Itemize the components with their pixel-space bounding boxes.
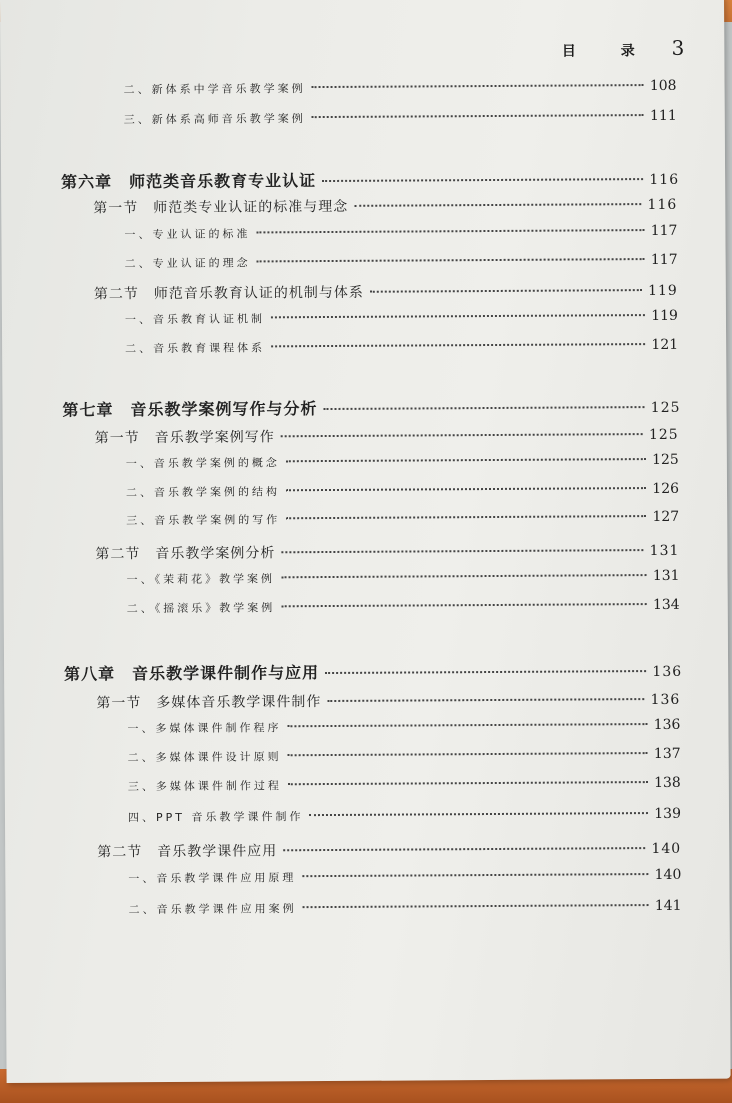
toc-page-number: 138 bbox=[654, 774, 681, 792]
toc-entry-title: 四、PPT 音乐教学课件制作 bbox=[127, 810, 304, 825]
toc-page-number: 127 bbox=[652, 508, 680, 526]
toc-item-row bbox=[128, 746, 681, 765]
dot-leader bbox=[287, 723, 647, 727]
toc-page-number: 116 bbox=[647, 196, 678, 214]
toc-section-row bbox=[95, 540, 679, 564]
toc-entry-title: 二、新体系中学音乐教学案例 bbox=[123, 82, 306, 97]
toc-section-row bbox=[97, 838, 681, 862]
dot-leader bbox=[325, 670, 646, 674]
dot-leader bbox=[303, 904, 649, 908]
toc-item-row bbox=[124, 223, 677, 242]
toc-chapter-row bbox=[64, 658, 682, 685]
toc-item-row bbox=[123, 78, 676, 97]
toc-item-row bbox=[125, 308, 678, 327]
toc-page-number: 136 bbox=[652, 663, 683, 681]
toc-page-number: 111 bbox=[649, 107, 677, 125]
header-title: 目 录 bbox=[561, 43, 655, 60]
toc-entry-title: 二、专业认证的理念 bbox=[124, 256, 251, 271]
toc-section-row bbox=[94, 280, 678, 304]
dot-leader bbox=[271, 314, 645, 318]
toc-page-number: 136 bbox=[653, 716, 681, 734]
dot-leader bbox=[286, 487, 646, 491]
toc-page-number: 140 bbox=[651, 840, 682, 858]
toc-page-number: 125 bbox=[648, 426, 679, 444]
toc-entry-title: 二、音乐教学课件应用案例 bbox=[128, 902, 297, 917]
toc-item-row bbox=[125, 337, 678, 356]
toc-page-number: 119 bbox=[651, 307, 678, 325]
toc-page-number: 131 bbox=[652, 567, 680, 585]
dot-leader bbox=[271, 343, 645, 347]
toc-page-number: 139 bbox=[654, 805, 682, 823]
toc-entry-title: 一、专业认证的标准 bbox=[124, 227, 251, 242]
toc-page-number: 117 bbox=[650, 251, 678, 269]
toc-entry-title: 第一节 音乐教学案例写作 bbox=[94, 429, 275, 447]
toc-item-row bbox=[127, 717, 680, 736]
toc-entry-title: 二、多媒体课件设计原则 bbox=[127, 750, 282, 765]
toc-entry-title: 第一节 多媒体音乐教学课件制作 bbox=[96, 694, 322, 712]
dot-leader bbox=[309, 812, 648, 816]
dot-leader bbox=[281, 603, 647, 607]
dot-leader bbox=[281, 433, 643, 437]
toc-entry-title: 第二节 音乐教学案例分析 bbox=[95, 545, 276, 563]
toc-page-number: 125 bbox=[652, 451, 679, 469]
toc-entry-title: 第二节 师范音乐教育认证的机制与体系 bbox=[93, 284, 364, 303]
dot-leader bbox=[312, 114, 644, 118]
dot-leader bbox=[302, 873, 648, 877]
dot-leader bbox=[257, 258, 645, 262]
toc-section-row bbox=[93, 194, 677, 218]
dot-leader bbox=[354, 203, 641, 207]
dot-leader bbox=[327, 698, 644, 702]
toc-page-number: 117 bbox=[650, 222, 678, 240]
dot-leader bbox=[312, 84, 644, 88]
toc-entry-title: 三、音乐教学案例的写作 bbox=[126, 513, 281, 528]
toc-chapter-row bbox=[61, 166, 679, 193]
toc-item-row bbox=[128, 806, 681, 825]
dot-leader bbox=[283, 847, 645, 851]
toc-page-number: 125 bbox=[650, 399, 681, 417]
toc-item-row bbox=[129, 898, 682, 917]
toc-entry-title: 一、《茉莉花》教学案例 bbox=[126, 572, 276, 587]
dot-leader bbox=[324, 406, 645, 410]
dot-leader bbox=[286, 458, 646, 462]
toc-page-number: 119 bbox=[648, 282, 678, 300]
toc-entry-title: 二、音乐教学案例的结构 bbox=[125, 485, 281, 500]
toc-page-number: 131 bbox=[649, 542, 680, 560]
dot-leader bbox=[322, 178, 643, 182]
toc-entry-title: 一、多媒体课件制作程序 bbox=[127, 721, 282, 736]
toc-page-number: 116 bbox=[649, 171, 680, 189]
dot-leader bbox=[288, 752, 648, 756]
toc-entry-title: 一、音乐教学案例的概念 bbox=[125, 456, 280, 471]
toc-page-number: 137 bbox=[653, 745, 681, 763]
toc-item-row bbox=[125, 252, 678, 271]
dot-leader bbox=[288, 781, 648, 785]
toc-entry-title: 一、音乐教育认证机制 bbox=[124, 312, 265, 327]
toc-entry-title: 第七章 音乐教学案例写作与分析 bbox=[62, 399, 318, 420]
dot-leader bbox=[286, 515, 646, 519]
page-header bbox=[562, 36, 685, 61]
toc-item-row bbox=[128, 867, 681, 886]
dot-leader bbox=[370, 289, 642, 293]
toc-item-row bbox=[127, 597, 680, 616]
toc-entry-title: 第六章 师范类音乐教育专业认证 bbox=[61, 171, 317, 192]
toc-item-row bbox=[128, 775, 681, 794]
toc-entry-title: 第一节 师范类专业认证的标准与理念 bbox=[93, 198, 349, 217]
toc-page-number: 140 bbox=[654, 866, 682, 884]
toc-page-number: 141 bbox=[654, 897, 682, 915]
toc-item-row bbox=[126, 452, 679, 471]
toc-item-row bbox=[126, 509, 679, 528]
toc-item-row bbox=[126, 568, 679, 587]
dot-leader bbox=[281, 574, 647, 578]
toc-entry-title: 一、音乐教学课件应用原理 bbox=[128, 871, 297, 886]
toc-entry-title: 三、多媒体课件制作过程 bbox=[127, 779, 282, 794]
toc-item-row bbox=[126, 481, 679, 500]
header-page-number: 3 bbox=[671, 35, 685, 60]
toc-entry-title: 二、音乐教育课程体系 bbox=[125, 341, 266, 356]
toc-section-row bbox=[95, 424, 679, 448]
dot-leader bbox=[256, 229, 644, 233]
dot-leader bbox=[281, 549, 643, 553]
toc-entry-title: 第二节 音乐教学课件应用 bbox=[97, 843, 278, 861]
toc-entry-title: 第八章 音乐教学课件制作与应用 bbox=[64, 663, 320, 684]
toc-page-number: 108 bbox=[649, 77, 677, 95]
toc-page-number: 126 bbox=[652, 480, 680, 498]
toc-section-row bbox=[96, 689, 680, 713]
toc-entry-title: 三、新体系高师音乐教学案例 bbox=[123, 112, 306, 127]
toc-page-number: 136 bbox=[650, 691, 681, 709]
toc-entry-title: 二、《摇滚乐》教学案例 bbox=[126, 601, 276, 616]
toc-page-number: 121 bbox=[651, 336, 679, 354]
toc-chapter-row bbox=[62, 394, 680, 421]
toc-item-row bbox=[124, 108, 677, 127]
toc-page-number: 134 bbox=[652, 596, 680, 614]
